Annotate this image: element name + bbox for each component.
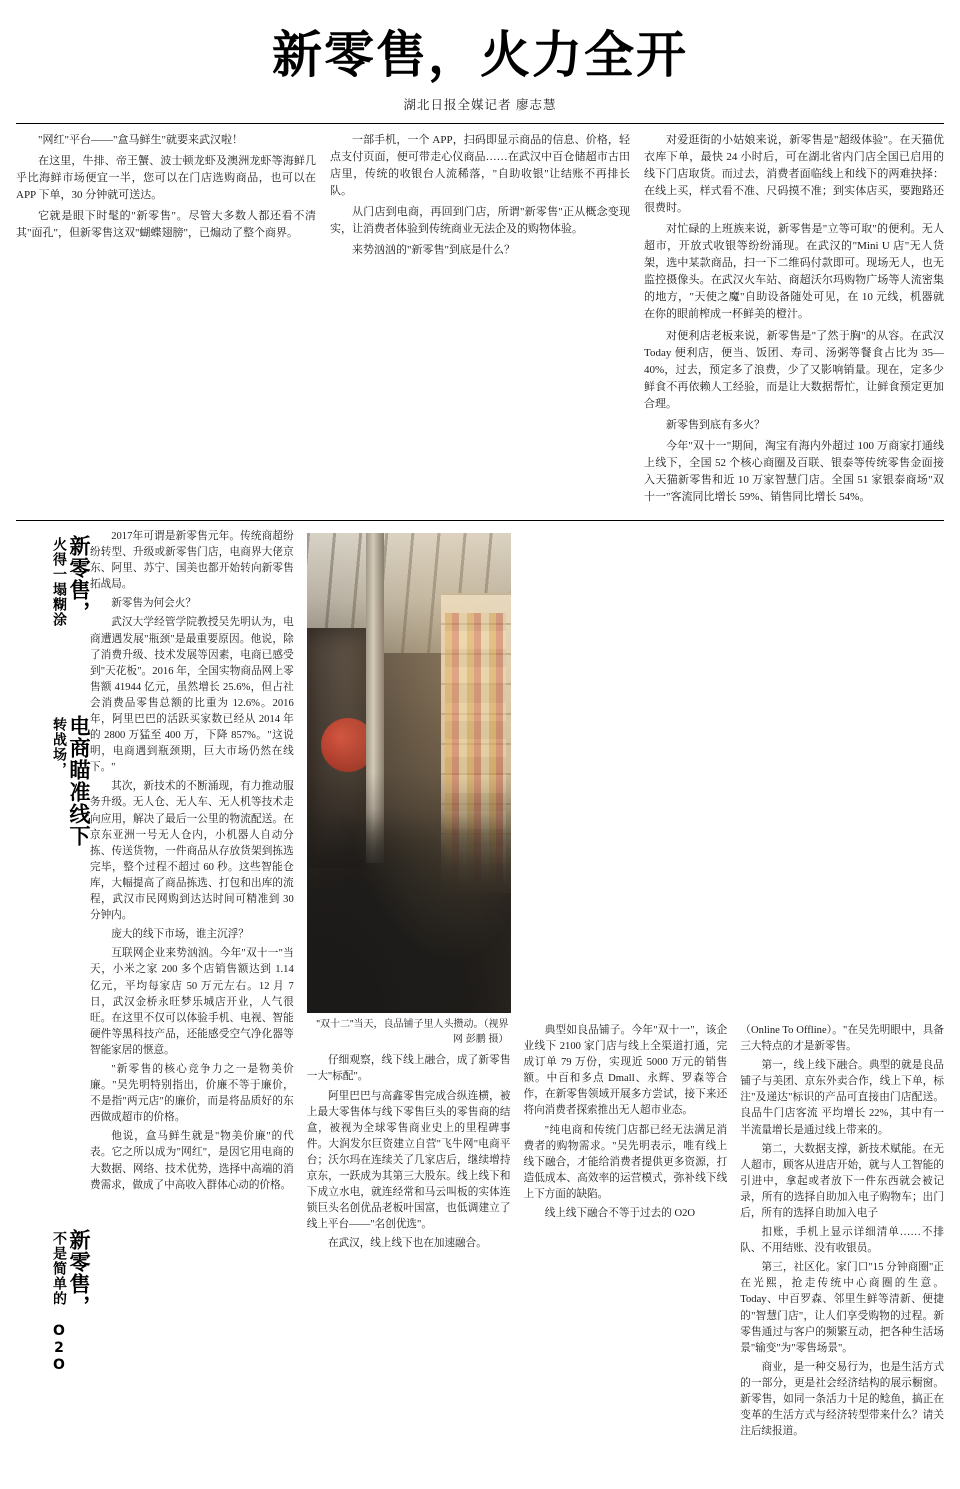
paragraph: 阿里巴巴与高鑫零售完成合纵连横，被上最大零售体与线下零售巨头的零售商的结盒，被视为全球零售商业史上的里程碑事件。大润发尔巨资建立自营"飞牛网"电商平台；沃尔玛在连续关了几家店后，继续增持京东，一跃成为其第三大股东。线上线下和下成立水电，就连经常和马云叫板的实体连锁巨头名创优品老板叶国富，也低调建立了线上平台——"名创优选"。 xyxy=(306,1090,511,1231)
article-column-4 xyxy=(740,529,944,1489)
section-heading-1-big: 火得一塌糊涂 xyxy=(50,536,67,627)
section-heading-2-big: 电商瞄准线下 xyxy=(67,714,91,847)
lead-paragraph: 一部手机，一个 APP，扫码即显示商品的信息、价格，轻点支付页面，便可带走心仪商品……在武汉中百仓储超市古田店里，传统的收银台人流稀落，"自助收银"让结账不再排长队。 xyxy=(330,134,630,198)
lead-paragraph: "网红"平台——"盒马鲜生"就要来武汉啦！ xyxy=(38,134,243,146)
article-column-2 xyxy=(307,529,511,1489)
page-title: 新零售，火力全开 xyxy=(272,26,688,84)
lead-column-2 xyxy=(330,132,630,510)
masthead xyxy=(16,14,944,113)
lead-paragraph: 它就是眼下时髦的"新零售"。尽管大多数人都还看不清其"面孔"，但新零售这双"蝴蝶翅膀"，已煽动了整个商界。 xyxy=(16,210,316,240)
section-headings-sidebar xyxy=(16,529,90,1489)
paragraph: 典型如良品铺子。今年"双十一"，该企业线下 2100 家门店与线上全渠道打通，完成订单 79 万份，实现近 5000 万元的销售额。中百和多点 Dmall、永辉、罗森等合作，在新零售领域开展多方尝试，接下来还将向消费者探索推出无人超市业态。 xyxy=(523,1024,728,1117)
paragraph: 商业，是一种交易行为，也是生活方式的一部分，更是社会经济结构的展示橱窗。新零售，如同一条活力十足的鲶鱼，搞正在变革的生活方式与经济转型带来什么？请关注后续报道。 xyxy=(740,1361,944,1438)
paragraph: 他说，盒马鲜生就是"物美价廉"的代表。它之所以成为"网红"，是因它用电商的大数据、网络、技术优势，选择中高端的消费需求，做成了中高收入群体心动的价格。 xyxy=(90,1131,294,1191)
section-heading-1 xyxy=(16,535,90,627)
paragraph: 武汉大学经管学院教授吴先明认为，电商遭遇发展"瓶颈"是最重要原因。他说，除了消费升级、技术发展等因素，电商已感受到"天花板"。2016 年，全国实物商品网上零售额 41944 亿元，虽然增长 25.6%，但占社会消费品零售总额的比重为 12.6%。2016 年，阿里巴巴的活跃买家数已经从 2014 年的 2800 万猛至 400 万，下降 857%。"这说明，电商遇到瓶颈期，巨大市场仍然在线下。" xyxy=(90,617,294,774)
paragraph: 庞大的线下市场，谁主沉浮？ xyxy=(111,929,249,941)
lead-column-3 xyxy=(644,132,944,510)
paragraph: 在武汉，线上线下也在加速融合。 xyxy=(327,1238,487,1250)
paragraph: 其次，新技术的不断涌现，有力推动服务升级。无人仓、无人车、无人机等技术走向应用，解决了最后一公里的物流配送。在京东亚洲一号无人仓内，小机器人自动分拣、传送货物，一件商品从存放货架到拣选完毕，整个过程不超过 60 秒。这些智能仓库，大幅提高了商品拣选、打包和出库的流程，武汉市民网购到达达时间可精准到 30 分钟内。 xyxy=(90,781,294,922)
paragraph: （Online To Offline）。"在吴先明眼中，具备三大特点的才是新零售。 xyxy=(740,1024,944,1053)
store-photo xyxy=(307,533,511,1013)
section-heading-3-big: 新零售， xyxy=(67,1228,91,1317)
lead-paragraph: 今年"双十一"期间，淘宝有海内外超过 100 万商家打通线上线下，全国 52 个核心商圈及百联、银泰等传统零售金面接入天猫新零售和近 10 万家智慧门店。全国 51 家银泰商场"双十一"客流同比增长 59%、销售同比增长 54%。 xyxy=(644,439,944,503)
section-heading-2-small: 转战场， xyxy=(50,716,67,777)
lead-paragraph: 对忙碌的上班族来说，新零售是"立等可取"的便利。无人超市，开放式收银等纷纷涌现。在武汉的"Mini U 店"无人货架，选中某款商品，扫一下二维码付款即可。现场无人，也无监控摄像头。在武汉火车站、商超沃尔玛购物广场等人流密集的地方，"天使之魔"自助设备随处可见，在 10 元线，机器就在你的眼前榨成一杯鲜美的橙汁。 xyxy=(644,223,944,321)
lead-block xyxy=(16,132,944,518)
paragraph: 新零售为何会火？ xyxy=(111,598,196,610)
lead-paragraph: 在这里，牛排、帝王蟹、波士顿龙虾及澳洲龙虾等海鲜几乎比海鲜市场便宜一半，您可以在门店选购商品，也可以在 APP 下单，30 分钟就可送达。 xyxy=(16,155,316,202)
lead-paragraph: 对便利店老板来说，新零售是"了然于胸"的从容。在武汉 Today 便利店，便当、饭团、寿司、汤粥等餐食占比为 35—40%，过去，预定多了浪费，少了又影响销量。现在，定多少鲜食不再依赖人工经验，而是让大数据帮忙，让鲜食预定更加合理。 xyxy=(644,329,944,410)
section-heading-2 xyxy=(16,715,90,847)
section-heading-3-small: 不是简单的 O2O xyxy=(50,1230,67,1374)
lead-column-1 xyxy=(16,132,316,510)
photo-crowd xyxy=(307,773,511,1013)
section-heading-1-small: 新零售， xyxy=(67,534,91,623)
paragraph: 互联网企业来势汹汹。今年"双十一"当天，小米之家 200 多个店销售额达到 1.14 亿元，平均每家店 50 万元左右。12 月 7 日，武汉金桥永旺梦乐城店开业，人气很旺。在这里不仅可以体验手机、电视、智能硬件等黑科技产品，还能感受空气净化器等智能家居的惬意。 xyxy=(90,948,294,1056)
body-wrap xyxy=(16,529,944,1489)
article-column-3 xyxy=(524,529,728,1489)
paragraph: 扣账，手机上显示详细清单……不排队、不用结账、没有收银员。 xyxy=(740,1227,944,1255)
section-heading-3 xyxy=(16,1229,90,1374)
divider-top xyxy=(16,123,944,124)
paragraph: "纯电商和传统门店都已经无法满足消费者的购物需求。"吴先明表示，唯有线上线下融合，才能给消费者提供更多资源，打造低成本、高效率的运营模式，弥补线下线上下方面的缺陷。 xyxy=(523,1124,728,1200)
paragraph: "新零售的核心竞争力之一是物美价廉。"吴先明特别指出，价廉不等于廉价，不是指"两元店"的廉价，而是将品质好的东西做成超市的价格。 xyxy=(90,1063,294,1124)
photo-caption: "双十二"当天，良品铺子里人头攒动。（视界网 彭鹏 摄） xyxy=(316,1018,509,1046)
paragraph: 仔细观察，线下线上融合，成了新零售一大"标配"。 xyxy=(306,1055,511,1083)
article-columns xyxy=(90,529,944,1489)
lead-paragraph: 来势汹汹的"新零售"到底是什么？ xyxy=(352,244,515,257)
lead-paragraph: 新零售到底有多火？ xyxy=(666,418,765,431)
paragraph: 第三，社区化。家门口"15 分钟商圈"正在光熙，抢走传统中心商圈的生意。Today、中百罗森、邻里生鲜等清新、便捷的"智慧门店"，让人们享受购物的过程。新零售通过与客户的频繁互动，把各种生活场景"输变"为"零售场景"。 xyxy=(740,1262,944,1354)
photo-block xyxy=(307,533,511,1047)
lead-paragraph: 对爱逛街的小姑娘来说，新零售是"超级体验"。在天猫优衣库下单，最快 24 小时后，可在湖北省内门店全国已启用的线下门店取货。而过去，消费者面临线上和线下的两难抉择：在线上买，样式看不准、尺码摸不准；到实体店买，要跑路还很费时。 xyxy=(644,134,944,215)
article-column-1 xyxy=(90,529,294,1489)
paragraph: 第一，线上线下融合。典型的就是良品铺子与美团、京东外卖合作，线上下单，标注"及递达"标识的产品可直接由门店配送。良品牛门店客流 平均增长 22%，其中有一半流量增长是通过线上带来的。 xyxy=(740,1060,944,1136)
paragraph: 2017年可谓是新零售元年。传统商超纷纷转型、升级或新零售门店，电商界大佬京东、阿里、苏宁、国美也都开始转向新零售拓战局。 xyxy=(90,530,294,591)
paragraph: 线上线下融合不等于过去的 O2O xyxy=(544,1208,696,1220)
byline: 湖北日报全媒记者 廖志慧 xyxy=(403,98,557,112)
lead-paragraph: 从门店到电商，再回到门店，所谓"新零售"正从概念变现实，让消费者体验到传统商业无法企及的购物体验。 xyxy=(330,206,630,236)
paragraph: 第二，大数据支撑，新技术赋能。在无人超市，顾客从进店开始，就与人工智能的引进中，拿起或者放下一件东西就会被记录，所有的选择自助加入电子购物车；出门后，所有的选择自助加入电子 xyxy=(740,1143,944,1220)
divider-lead xyxy=(16,520,944,521)
